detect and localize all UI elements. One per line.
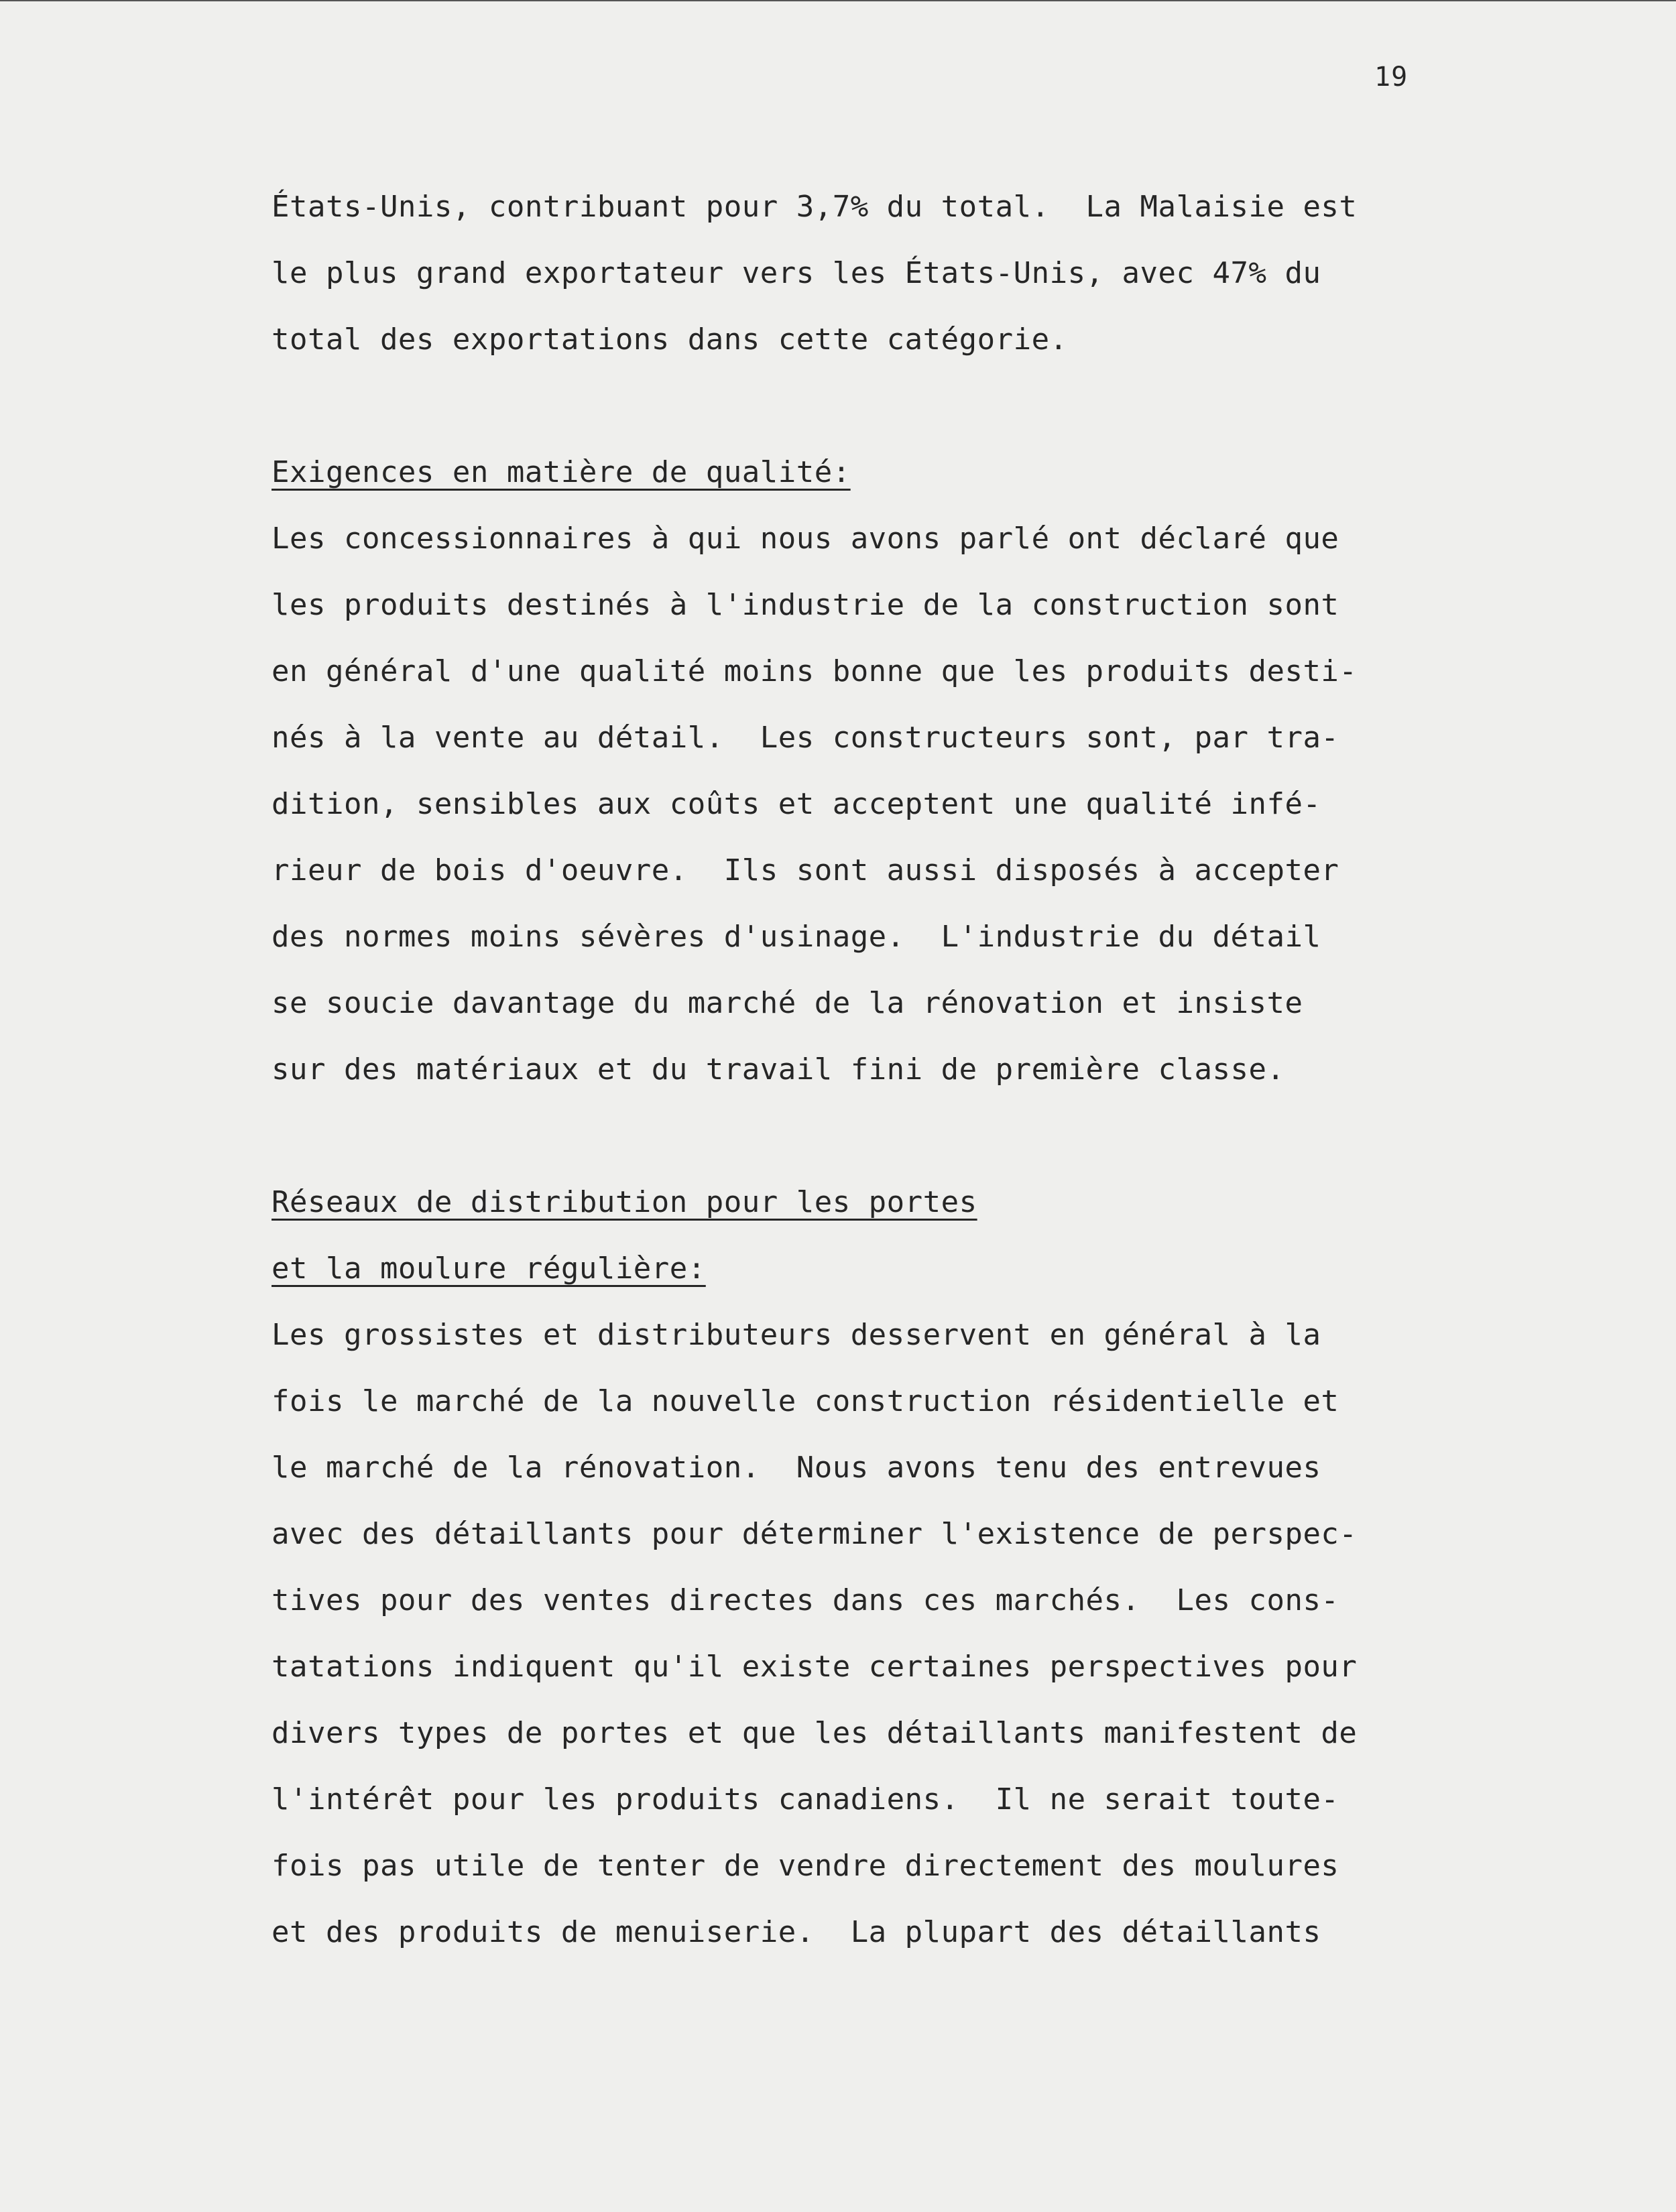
paragraph-line: l'intérêt pour les produits canadiens. Il ne serait toute- — [272, 1782, 1339, 1817]
paragraph-line: le marché de la rénovation. Nous avons tenu des entrevues — [272, 1451, 1321, 1485]
paragraph-line: Les concessionnaires à qui nous avons parlé ont déclaré que — [272, 521, 1339, 556]
paragraph-line: fois pas utile de tenter de vendre directement des moulures — [272, 1849, 1339, 1883]
paragraph-line: fois le marché de la nouvelle construction résidentielle et — [272, 1384, 1339, 1418]
paragraph-line: et des produits de menuiserie. La plupart des détaillants — [272, 1915, 1321, 1949]
paragraph-line: nés à la vente au détail. Les constructeurs sont, par tra- — [272, 721, 1339, 755]
section-heading-distribution: et la moulure régulière: — [272, 1251, 706, 1286]
top-edge-rule — [0, 0, 1676, 1]
paragraph-line: sur des matériaux et du travail fini de première classe. — [272, 1052, 1285, 1087]
section-heading-distribution: Réseaux de distribution pour les portes — [272, 1185, 977, 1219]
section-heading-quality: Exigences en matière de qualité: — [272, 455, 851, 489]
paragraph-line: divers types de portes et que les détaillants manifestent de — [272, 1716, 1358, 1750]
paragraph-line: les produits destinés à l'industrie de la construction sont — [272, 588, 1339, 622]
paragraph-line: tatations indiquent qu'il existe certaines perspectives pour — [272, 1650, 1358, 1684]
paragraph-line: tives pour des ventes directes dans ces marchés. Les cons- — [272, 1583, 1339, 1617]
paragraph-line: rieur de bois d'oeuvre. Ils sont aussi disposés à accepter — [272, 853, 1339, 887]
page-number: 19 — [1374, 62, 1409, 93]
paragraph-line: total des exportations dans cette catégorie. — [272, 322, 1068, 357]
paragraph-line: des normes moins sévères d'usinage. L'industrie du détail — [272, 920, 1321, 954]
paragraph-line: avec des détaillants pour déterminer l'existence de perspec- — [272, 1517, 1358, 1551]
paragraph-line: en général d'une qualité moins bonne que les produits desti- — [272, 654, 1358, 688]
paragraph-line: le plus grand exportateur vers les États-Unis, avec 47% du — [272, 256, 1321, 290]
paragraph-line: Les grossistes et distributeurs desservent en général à la — [272, 1318, 1321, 1352]
paragraph-line: États-Unis, contribuant pour 3,7% du total. La Malaisie est — [272, 190, 1358, 224]
paragraph-line: dition, sensibles aux coûts et acceptent une qualité infé- — [272, 787, 1321, 821]
paragraph-line: se soucie davantage du marché de la rénovation et insiste — [272, 986, 1303, 1020]
